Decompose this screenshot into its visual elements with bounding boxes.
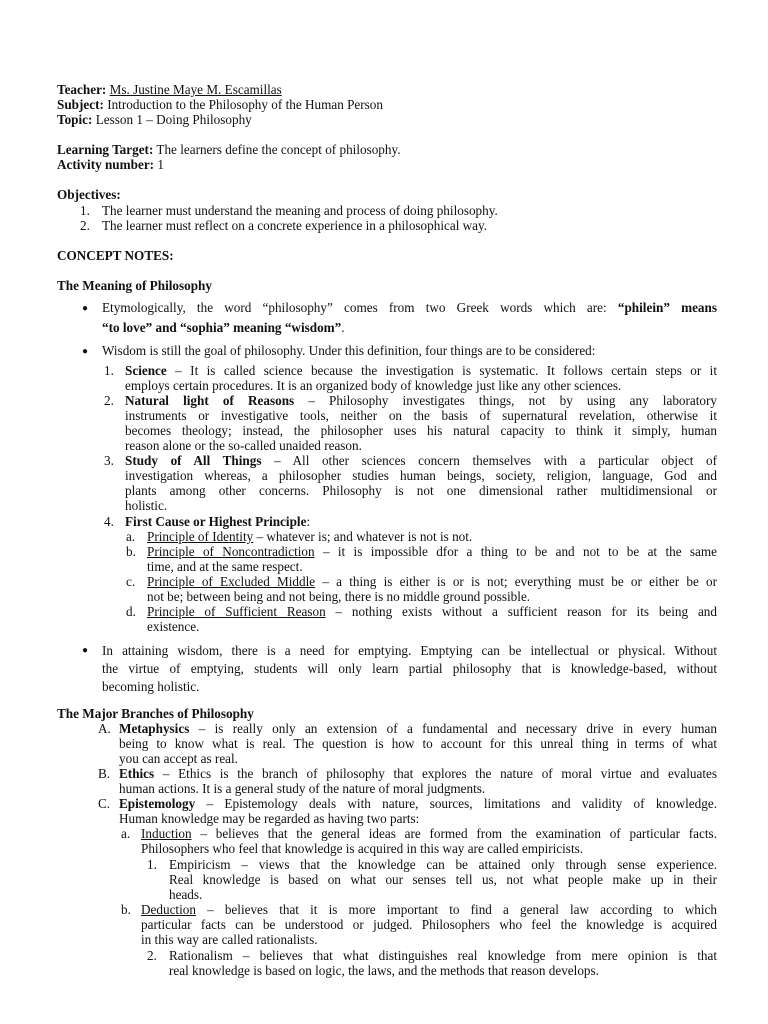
learning-target-label: Learning Target: [57, 142, 154, 157]
item-text: – Philosophy investigates things, not by using any laboratory [308, 393, 718, 408]
principle-letter: c. [126, 574, 136, 589]
subject-label: Subject: [57, 97, 104, 112]
item-term: Science [125, 363, 167, 378]
deduction-item [141, 902, 717, 947]
induction-item [141, 826, 717, 856]
item-num: 4. [104, 514, 114, 529]
branch-ethics [119, 766, 717, 796]
branch-metaphysics [119, 721, 717, 766]
sub-text: Rationalism – believes that what distinguishes real knowledge from mere opinion is that [169, 948, 717, 963]
sub-num: 2. [147, 948, 157, 963]
topic-label: Topic: [57, 112, 93, 127]
principle-term: Principle of Identity [147, 529, 254, 544]
item-text: employs certain procedures. It is an organized body of knowledge just like any other sciences. [125, 378, 622, 393]
rationalism-item [169, 948, 717, 978]
activity-line [57, 157, 164, 172]
emptying-text: the virtue of emptying, students will only learn partial philosophy that is knowledge-based, without [102, 661, 717, 676]
objective-item: The learner must reflect on a concrete experience in a philosophical way. [102, 218, 488, 233]
branch-term: Epistemology [119, 796, 196, 811]
branch-epistemology [119, 796, 717, 826]
sub-text: – believes that the general ideas are formed from the examination of particular facts. [191, 826, 717, 841]
period: . [341, 320, 345, 335]
branch-term: Metaphysics [119, 721, 190, 736]
principle-text: existence. [147, 619, 200, 634]
emptying-text: In attaining wisdom, there is a need for emptying. Emptying can be intellectual or physical. Without [102, 643, 717, 658]
branch-letter: C. [98, 796, 111, 811]
principle-letter: a. [126, 529, 136, 544]
emptying-bullet [102, 642, 717, 696]
principle-text: – a thing is either is or is not; everything must be or either be or [315, 574, 718, 589]
sub-text: – believes that it is more important to find a general law according to which [195, 902, 717, 917]
item-num: 2. [104, 393, 114, 408]
sub-text: Empiricism – views that the knowledge can be attained only through sense experience. [169, 857, 717, 872]
principle-term: Principle of Noncontradiction [147, 544, 315, 559]
sub-letter: b. [121, 902, 131, 917]
branch-text: Human knowledge may be regarded as having two parts: [119, 811, 420, 826]
item-text: becomes theology; instead, the philosopher uses his natural capacity to think it simply, human [125, 423, 717, 438]
item-num: 3. [104, 453, 114, 468]
objective-num: 2. [80, 218, 90, 233]
empiricism-item [169, 857, 717, 902]
principle-excluded-middle [147, 574, 717, 604]
branch-text: being to know what is real. The question is how to account for this unreal thing in terms of what [119, 736, 717, 751]
teacher-value: Ms. Justine Maye M. Escamillas [109, 82, 282, 97]
principle-text: – whatever is; and whatever is not is not. [253, 529, 473, 544]
meaning-heading: The Meaning of Philosophy [57, 278, 212, 293]
principle-text: – nothing exists without a sufficient reason for its being and [325, 604, 717, 619]
branches-heading: The Major Branches of Philosophy [57, 706, 254, 721]
principle-term: Principle of Excluded Middle [147, 574, 316, 589]
item-term: Study of All Things [125, 453, 262, 468]
item-text: reason alone or the so-called unaided reason. [125, 438, 362, 453]
bullet-dot: ● [82, 346, 89, 357]
wisdom-bullet: Wisdom is still the goal of philosophy. Under this definition, four things are to be considered: [102, 343, 596, 358]
learning-target-value: The learners define the concept of philosophy. [156, 142, 401, 157]
sub-text: particular facts can be understood or judged. Philosophers who feel the knowledge is acquired [141, 917, 717, 932]
etymology-text: Etymologically, the word “philosophy” comes from two Greek words which are: [102, 300, 618, 315]
branch-letter: A. [98, 721, 111, 736]
science-item [125, 363, 717, 393]
sub-term: Induction [141, 826, 192, 841]
item-text: holistic. [125, 498, 168, 513]
sub-text: Philosophers who feel that knowledge is acquired in this way are called empiricists. [141, 841, 584, 856]
concept-notes-heading: CONCEPT NOTES: [57, 248, 174, 263]
item-term: First Cause or Highest Principle [125, 514, 307, 529]
objective-item: The learner must understand the meaning and process of doing philosophy. [102, 203, 498, 218]
principle-noncontradiction [147, 544, 717, 574]
sub-letter: a. [121, 826, 131, 841]
sub-text: Real knowledge is based on what our senses tell us, not what people make up in their [169, 872, 717, 887]
principle-text: time, and at the same respect. [147, 559, 303, 574]
item-term: Natural light of Reasons [125, 393, 295, 408]
principle-identity [147, 529, 472, 544]
natural-light-item [125, 393, 717, 453]
etymology-bullet-line2 [102, 320, 345, 335]
topic-value: Lesson 1 – Doing Philosophy [95, 112, 252, 127]
subject-value: Introduction to the Philosophy of the Human Person [107, 97, 383, 112]
sub-text: in this way are called rationalists. [141, 932, 318, 947]
principle-text: – it is impossible dfor a thing to be and not to be at the same [314, 544, 718, 559]
subject-line [57, 97, 383, 112]
item-text: plants among other concerns. Philosophy is not one dimensional rather multidimensional or [125, 483, 717, 498]
sub-text: real knowledge is based on logic, the laws, and the methods that reason develops. [169, 963, 599, 978]
branch-text: – is really only an extension of a fundamental and necessary drive in every human [189, 721, 717, 736]
teacher-line [57, 82, 282, 97]
learning-target-line [57, 142, 401, 157]
activity-label: Activity number: [57, 157, 155, 172]
item-text: – All other sciences concern themselves with a particular object of [274, 453, 718, 468]
objectives-heading: Objectives: [57, 187, 121, 202]
principle-letter: d. [126, 604, 136, 619]
philein-term: “philein” means [617, 300, 717, 315]
emptying-text: becoming holistic. [102, 679, 200, 694]
sophia-term: “to love” and “sophia” meaning “wisdom” [102, 320, 342, 335]
teacher-label: Teacher: [57, 82, 107, 97]
study-all-things-item [125, 453, 717, 513]
branch-term: Ethics [119, 766, 155, 781]
principle-text: not be; between being and not being, there is no middle ground possible. [147, 589, 531, 604]
branch-letter: B. [98, 766, 111, 781]
branch-text: – Ethics is the branch of philosophy that explores the nature of moral virtue and evaluates [154, 766, 717, 781]
principle-sufficient-reason [147, 604, 717, 634]
first-cause-item [125, 514, 310, 529]
item-text: – It is called science because the investigation is systematic. It follows certain steps or it [175, 363, 718, 378]
activity-value: 1 [157, 157, 164, 172]
sub-term: Deduction [141, 902, 196, 917]
principle-letter: b. [126, 544, 136, 559]
bullet-dot: ● [82, 645, 89, 656]
bullet-dot: ● [82, 303, 89, 314]
sub-text: heads. [169, 887, 203, 902]
objective-num: 1. [80, 203, 90, 218]
topic-line [57, 112, 252, 127]
branch-text: you can accept as real. [119, 751, 238, 766]
branch-text: human actions. It is a general study of the nature of moral judgments. [119, 781, 486, 796]
item-text: : [306, 514, 311, 529]
item-text: investigation whereas, a philosopher studies human beings, society, religion, language, God and [125, 468, 717, 483]
sub-num: 1. [147, 857, 157, 872]
item-text: instruments or investigative tools, neither on the basis of supernatural revelation, otherwise it [125, 408, 717, 423]
etymology-bullet [102, 300, 717, 315]
item-num: 1. [104, 363, 114, 378]
branch-text: – Epistemology deals with nature, sources, limitations and validity of knowledge. [195, 796, 717, 811]
principle-term: Principle of Sufficient Reason [147, 604, 326, 619]
